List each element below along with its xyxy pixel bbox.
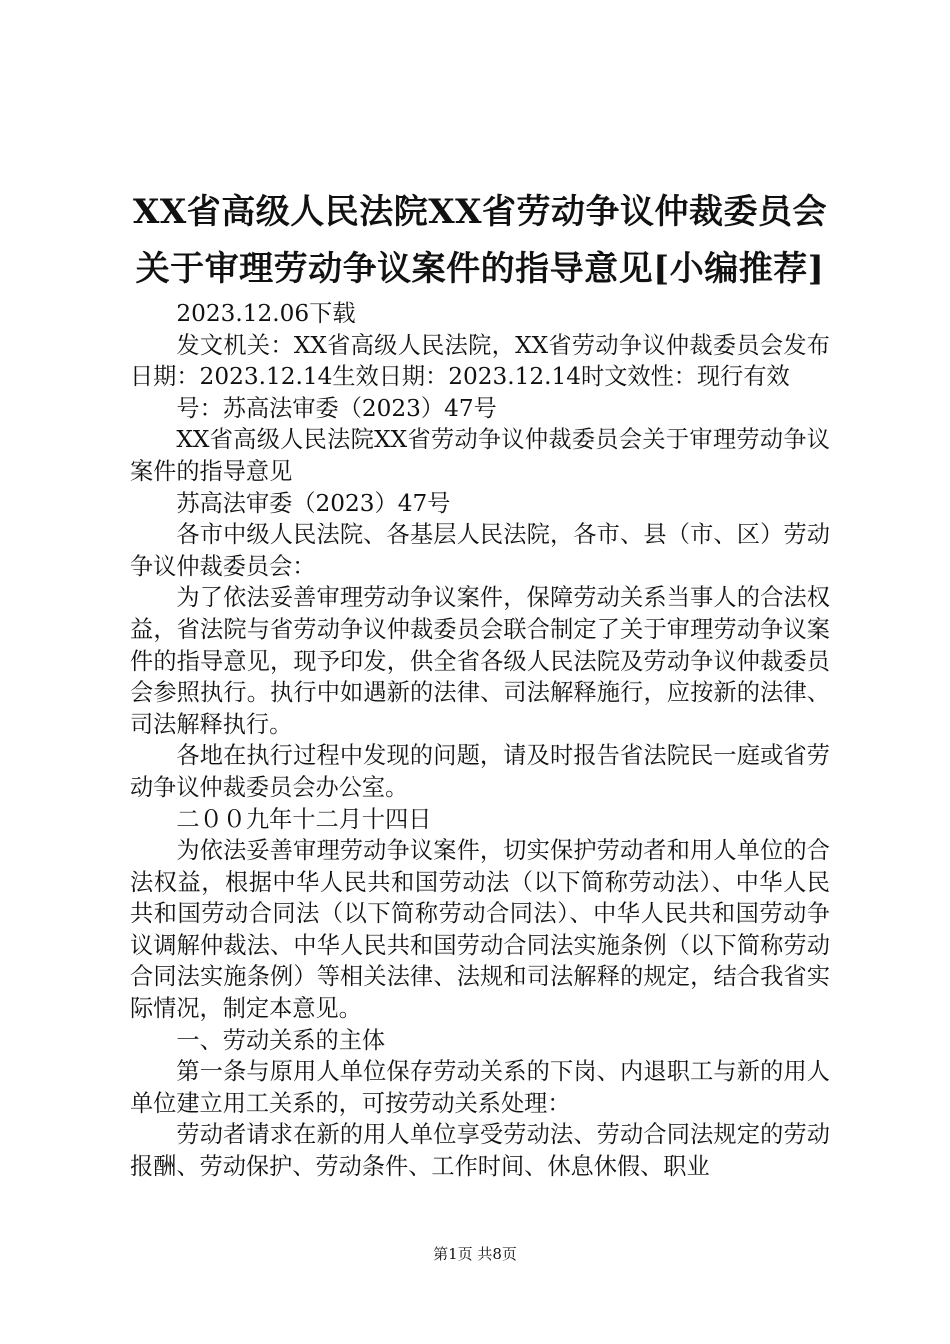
document-title-line-2: 关于审理劳动争议案件的指导意见[小编推荐] <box>135 249 825 289</box>
article-paragraph: 第一条与原用人单位保存劳动关系的下岗、内退职工与新的用人单位建立用工关系的，可按劳动关系处理： <box>130 1058 830 1117</box>
document-subject: XX省高级人民法院XX省劳动争议仲裁委员会关于审理劳动争议案件的指导意见 <box>130 426 830 485</box>
body-paragraph: 劳动者请求在新的用人单位享受劳动法、劳动合同法规定的劳动报酬、劳动保护、劳动条件、工作时间、休息休假、职业 <box>130 1121 830 1181</box>
body-paragraph: 为了依法妥善审理劳动争议案件，保障劳动关系当事人的合法权益，省法院与省劳动争议仲裁委员会联合制定了关于审理劳动争议案件的指导意见，现予印发，供全省各级人民法院及劳动争议仲裁委员会参照执行。执行中如遇新的法律、司法解释施行，应按新的法律、司法解释执行。 <box>130 584 830 738</box>
body-paragraph: 各地在执行过程中发现的问题，请及时报告省法院民一庭或省劳动争议仲裁委员会办公室。 <box>130 742 830 801</box>
section-heading: 一、劳动关系的主体 <box>176 1026 386 1054</box>
addressees: 各市中级人民法院、各基层人民法院，各市、县（市、区）劳动争议仲裁委员会： <box>130 521 830 580</box>
document-title-line-1: XX省高级人民法院XX省劳动争议仲裁委员会 <box>132 192 828 232</box>
body-paragraph: 为依法妥善审理劳动争议案件，切实保护劳动者和用人单位的合法权益，根据中华人民共和国劳动法（以下简称劳动法）、中华人民共和国劳动合同法（以下简称劳动合同法）、中华人民共和国劳动争议调解仲裁法、中华人民共和国劳动合同法实施条例（以下简称劳动合同法实施条例）等相关法律、法规和司法解释的规定，结合我省实际情况，制定本意见。 <box>130 837 830 1023</box>
issuing-info: 发文机关：XX省高级人民法院，XX省劳动争议仲裁委员会发布日期：2023.12.14生效日期：2023.12.14时文效性：现行有效 <box>130 331 830 391</box>
document-number: 号：苏高法审委（2023）47号 <box>176 394 497 422</box>
document-body <box>130 298 830 1183</box>
issue-date: 二００九年十二月十四日 <box>176 805 432 833</box>
page-footer: 第1页 共8页 <box>433 1245 517 1263</box>
download-date: 2023.12.06下载 <box>176 300 356 327</box>
document-number-repeat: 苏高法审委（2023）47号 <box>176 489 451 517</box>
